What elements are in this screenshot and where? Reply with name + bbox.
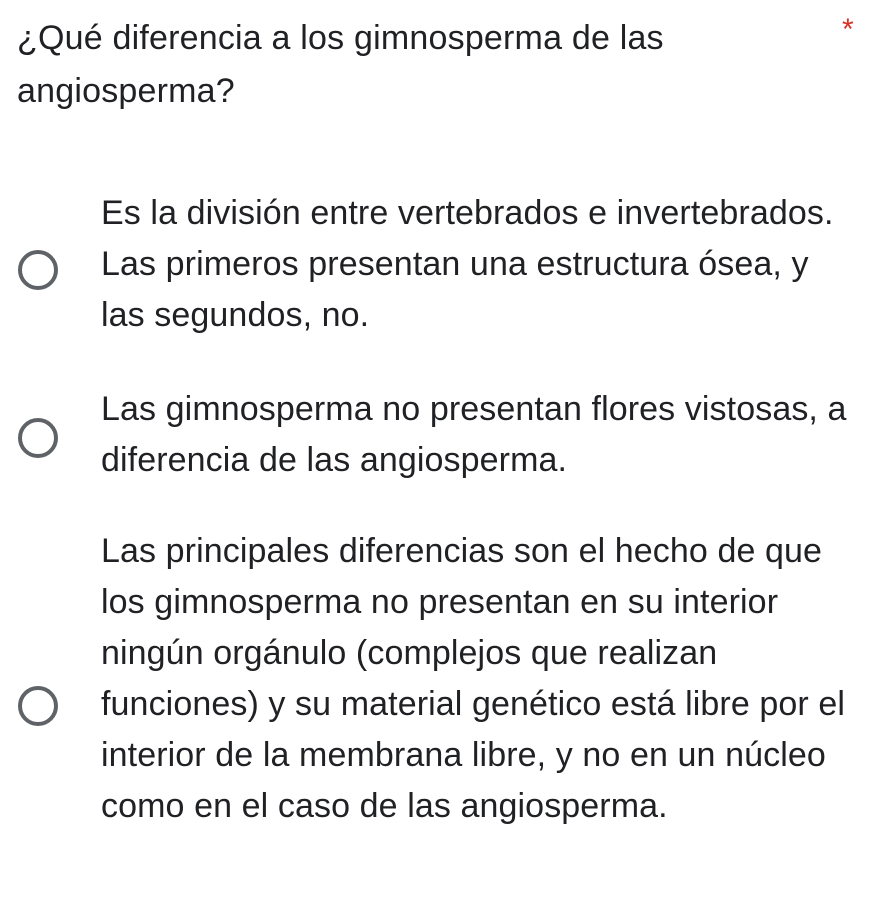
radio-button-icon[interactable] (18, 250, 58, 290)
answer-option-label[interactable]: Las gimnosperma no presentan flores vistosas, a diferencia de las angiosperma. (101, 390, 847, 479)
answer-option-label[interactable]: Es la división entre vertebrados e invertebrados. Las primeros presentan una estructura ósea, y las segundos, no. (101, 194, 834, 334)
question-title: ¿Qué diferencia a los gimnosperma de las angiosperma? (17, 19, 664, 110)
answer-option-2[interactable] (0, 384, 880, 494)
radio-button-icon[interactable] (18, 686, 58, 726)
answer-option-1[interactable] (0, 188, 880, 348)
answer-option-label[interactable]: Las principales diferencias son el hecho de que los gimnosperma no presentan en su interior ningún orgánulo (complejos que realizan funciones) y su material genético está libre por el interior de la membrana libre, y no en un núcleo como en el caso de las angiosperma. (101, 532, 846, 825)
answer-option-3[interactable] (0, 526, 880, 896)
radio-button-icon[interactable] (18, 418, 58, 458)
required-asterisk: * (842, 13, 854, 46)
